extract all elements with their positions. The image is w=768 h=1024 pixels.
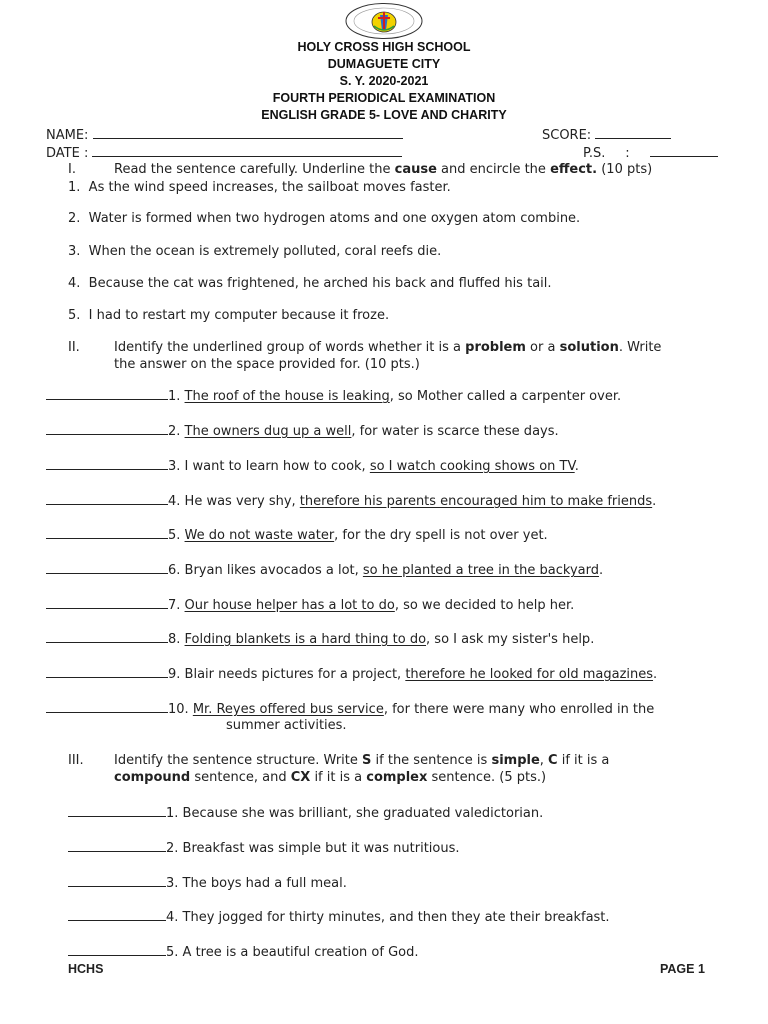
- s2-item-2: 2. The owners dug up a well, for water is scarce these days.: [46, 422, 559, 440]
- ps-field[interactable]: [583, 144, 718, 162]
- s2-item-10-continuation: summer activities.: [226, 718, 347, 733]
- s1-item-3: 3. When the ocean is extremely polluted, coral reefs die.: [68, 244, 442, 259]
- section3-instructions: Identify the sentence structure. Write S if the sentence is simple, C if it is a: [114, 753, 610, 768]
- s1-item-2: 2. Water is formed when two hydrogen atoms and one oxygen atom combine.: [68, 211, 581, 226]
- name-label: NAME:: [46, 128, 89, 143]
- s2-item-4: 4. He was very shy, therefore his parents encouraged him to make friends.: [46, 492, 656, 510]
- exam-title: FOURTH PERIODICAL EXAMINATION: [272, 91, 496, 105]
- section2-numeral: II.: [68, 340, 80, 355]
- score-field[interactable]: [542, 126, 671, 144]
- s3-item-5: 5. A tree is a beautiful creation of God.: [68, 943, 418, 961]
- s2-item-6: 6. Bryan likes avocados a lot, so he planted a tree in the backyard.: [46, 561, 603, 579]
- grade-section: ENGLISH GRADE 5- LOVE AND CHARITY: [261, 108, 507, 122]
- answer-blank[interactable]: [46, 596, 168, 609]
- score-blank[interactable]: [595, 126, 671, 139]
- ps-colon: :: [625, 146, 630, 161]
- section1-instructions: Read the sentence carefully. Underline the cause and encircle the effect. (10 pts): [114, 162, 653, 177]
- name-field[interactable]: [46, 126, 403, 144]
- s2-item-5: 5. We do not waste water, for the dry spell is not over yet.: [46, 526, 548, 544]
- section3-instructions-line2: compound sentence, and CX if it is a complex sentence. (5 pts.): [114, 770, 547, 785]
- answer-blank[interactable]: [68, 874, 166, 887]
- answer-blank[interactable]: [46, 665, 168, 678]
- section3-numeral: III.: [68, 753, 84, 768]
- s1-item-1: 1. As the wind speed increases, the sailboat moves faster.: [68, 180, 451, 195]
- s2-item-7: 7. Our house helper has a lot to do, so we decided to help her.: [46, 596, 574, 614]
- ps-label: P.S.: [583, 146, 606, 161]
- s2-item-10: 10. Mr. Reyes offered bus service, for there were many who enrolled in the: [46, 700, 654, 718]
- s2-item-3: 3. I want to learn how to cook, so I watch cooking shows on TV.: [46, 457, 579, 475]
- date-blank[interactable]: [92, 144, 402, 157]
- answer-blank[interactable]: [46, 561, 168, 574]
- answer-blank[interactable]: [46, 457, 168, 470]
- section1-numeral: I.: [68, 162, 76, 177]
- s1-item-4: 4. Because the cat was frightened, he arched his back and fluffed his tail.: [68, 276, 552, 291]
- s2-item-8: 8. Folding blankets is a hard thing to do, so I ask my sister's help.: [46, 630, 594, 648]
- score-label: SCORE:: [542, 128, 592, 143]
- footer-school: HCHS: [68, 962, 104, 976]
- date-label: DATE :: [46, 146, 89, 161]
- s1-item-5: 5. I had to restart my computer because it froze.: [68, 308, 390, 323]
- answer-blank[interactable]: [46, 422, 168, 435]
- school-logo: [344, 2, 424, 40]
- section2-instructions: Identify the underlined group of words whether it is a problem or a solution. Write: [114, 340, 662, 355]
- s3-item-4: 4. They jogged for thirty minutes, and then they ate their breakfast.: [68, 908, 610, 926]
- answer-blank[interactable]: [46, 700, 168, 713]
- s3-item-1: 1. Because she was brilliant, she graduated valedictorian.: [68, 804, 543, 822]
- footer-page-number: PAGE 1: [660, 962, 705, 976]
- school-year: S. Y. 2020-2021: [339, 74, 429, 88]
- answer-blank[interactable]: [68, 804, 166, 817]
- s2-item-9: 9. Blair needs pictures for a project, therefore he looked for old magazines.: [46, 665, 657, 683]
- section2-instructions-line2: the answer on the space provided for. (10 pts.): [114, 357, 420, 372]
- name-blank[interactable]: [93, 126, 403, 139]
- answer-blank[interactable]: [46, 492, 168, 505]
- s3-item-3: 3. The boys had a full meal.: [68, 874, 347, 892]
- answer-blank[interactable]: [46, 387, 168, 400]
- ps-blank[interactable]: [650, 144, 718, 157]
- answer-blank[interactable]: [68, 908, 166, 921]
- school-city: DUMAGUETE CITY: [327, 57, 441, 71]
- answer-blank[interactable]: [68, 839, 166, 852]
- answer-blank[interactable]: [46, 630, 168, 643]
- answer-blank[interactable]: [68, 943, 166, 956]
- answer-blank[interactable]: [46, 526, 168, 539]
- s3-item-2: 2. Breakfast was simple but it was nutritious.: [68, 839, 460, 857]
- date-field[interactable]: [46, 144, 402, 162]
- school-name: HOLY CROSS HIGH SCHOOL: [297, 40, 471, 54]
- s2-item-1: 1. The roof of the house is leaking, so Mother called a carpenter over.: [46, 387, 621, 405]
